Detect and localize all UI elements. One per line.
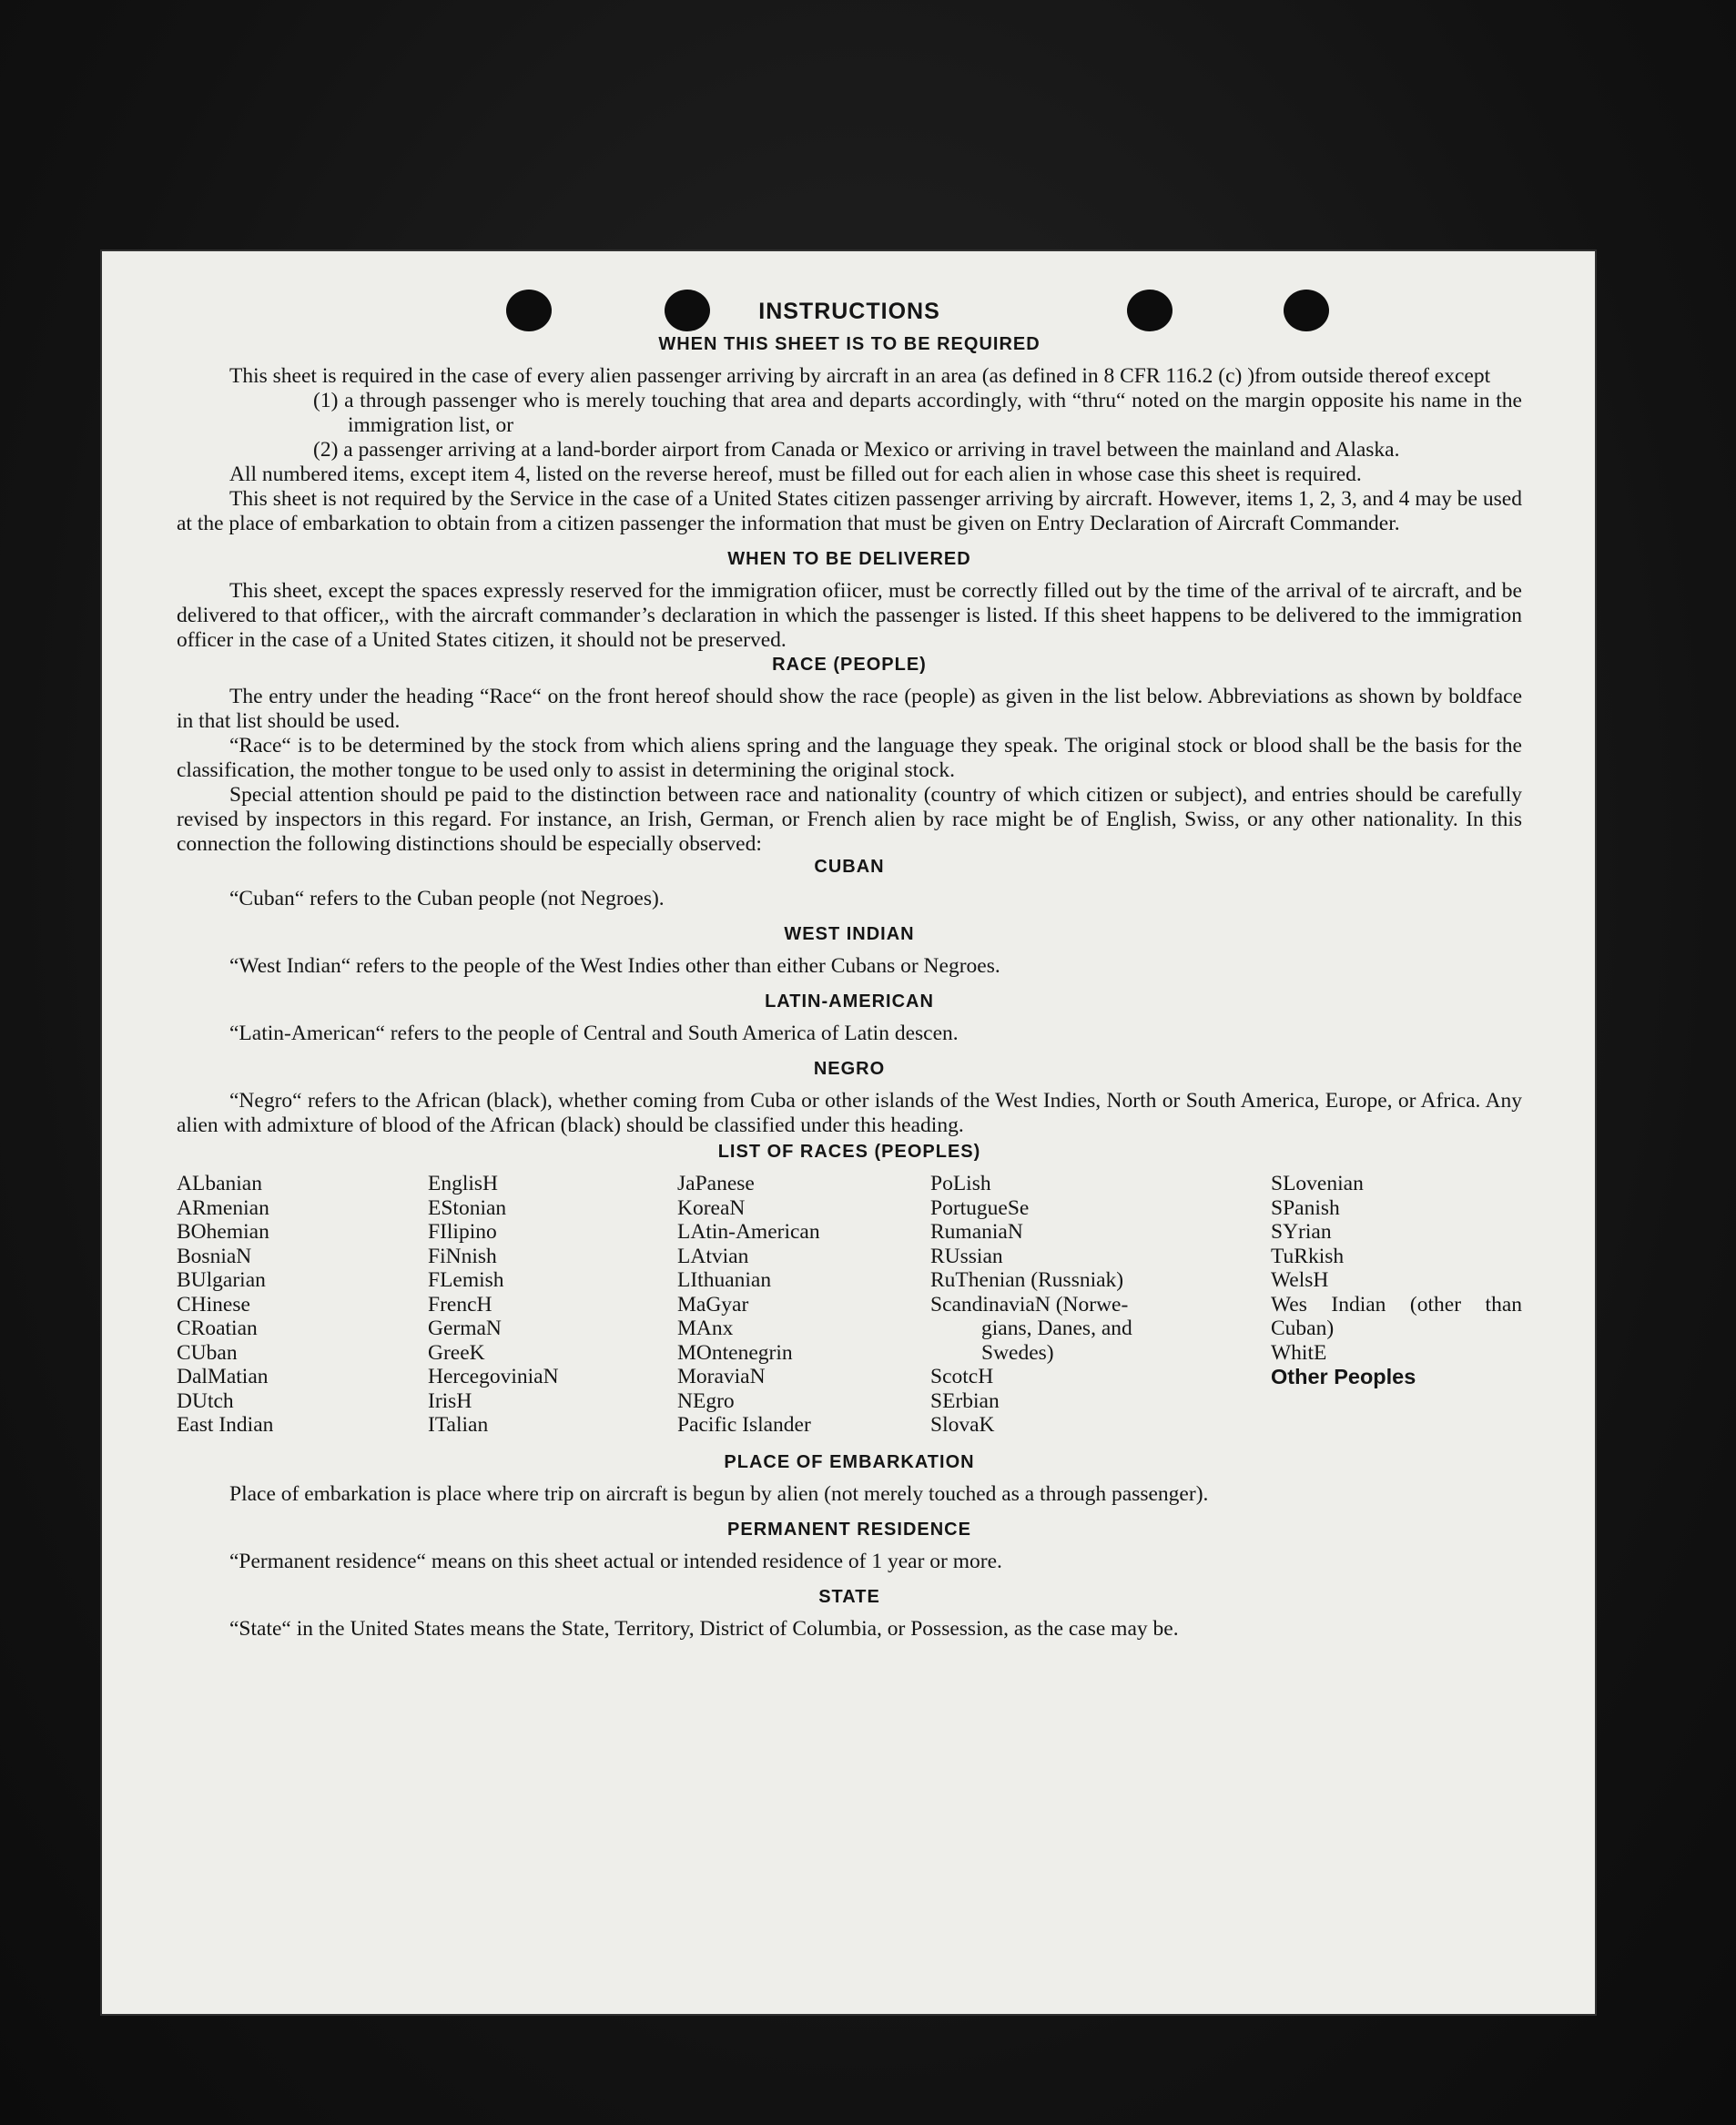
race-entry: FLemish — [428, 1268, 504, 1292]
race-entry: SErbian — [930, 1388, 1000, 1413]
race-entry: ALbanian — [177, 1172, 262, 1195]
paragraph: This sheet is not required by the Service in the case of a United States citizen passenger arriving by aircraft. However, items 1, 2, 3, and 4 may be used at the place of embarkation to obtain from a citizen passenger the information that must be given on Entry Declaration of Aircraft Commander. — [177, 487, 1522, 535]
race-entry: East Indian — [177, 1413, 274, 1437]
paragraph: “Race“ is to be determined by the stock from which aliens spring and the language they speak. The original stock or blood shall be the basis for the classification, the mother tongue to be used only to assist in determining the original stock. — [177, 734, 1522, 782]
race-entry: ScotcH — [930, 1365, 994, 1388]
race-entry: gians, Danes, and — [981, 1317, 1132, 1340]
race-entry: Swedes) — [981, 1340, 1054, 1365]
race-entry: CRoatian — [177, 1317, 258, 1340]
race-entry: JaPanese — [677, 1172, 755, 1195]
race-entry: EStonian — [428, 1195, 507, 1220]
race-entry: BUlgarian — [177, 1268, 266, 1292]
race-entry: FrencH — [428, 1292, 492, 1317]
race-column — [930, 1172, 1271, 1438]
section-heading-delivered: WHEN TO BE DELIVERED — [727, 549, 971, 569]
section-heading-latin-american: LATIN-AMERICAN — [765, 991, 934, 1012]
race-entry: MOntenegrin — [677, 1340, 793, 1365]
race-column — [428, 1172, 677, 1438]
race-entry: ScandinaviaN (Norwe- — [930, 1292, 1129, 1317]
section-heading-embarkation: PLACE OF EMBARKATION — [724, 1451, 975, 1472]
race-entry: SLovenian — [1271, 1172, 1364, 1195]
section-heading-negro: NEGRO — [813, 1059, 886, 1079]
race-entry: EnglisH — [428, 1172, 499, 1195]
race-entry: Pacific Islander — [677, 1413, 811, 1437]
race-entry: MaGyar — [677, 1292, 749, 1317]
race-entry: LIthuanian — [677, 1268, 772, 1292]
race-entry: LAtvian — [677, 1244, 749, 1268]
race-entry: WelsH — [1271, 1268, 1329, 1292]
race-column — [677, 1172, 930, 1438]
race-entry: FiNnish — [428, 1244, 497, 1268]
race-entry: IrisH — [428, 1388, 472, 1413]
section-heading-required: WHEN THIS SHEET IS TO BE REQUIRED — [658, 334, 1041, 354]
paragraph: Special attention should pe paid to the distinction between race and nationality (country of which citizen or subject), and entries should be carefully revised by inspectors in this regard. For instance, an Irish, German, or French alien by race might be of English, Swiss, or any other nationality. In this connection the following distinctions should be especially observed: — [177, 783, 1522, 856]
section-heading-cuban: CUBAN — [814, 857, 885, 877]
race-entry: PoLish — [930, 1172, 991, 1195]
race-entry: ITalian — [428, 1413, 489, 1437]
race-entry: GreeK — [428, 1340, 485, 1365]
race-list — [177, 1172, 1522, 1438]
race-entry: RuThenian (Russniak) — [930, 1268, 1124, 1292]
section-heading-list: LIST OF RACES (PEOPLES) — [717, 1142, 981, 1162]
race-entry: Other Peoples — [1271, 1365, 1416, 1388]
paragraph: “Latin-American“ refers to the people of Central and South America of Latin descen. — [229, 1022, 959, 1045]
race-entry: KoreaN — [677, 1195, 746, 1220]
race-entry: WhitE — [1271, 1340, 1327, 1365]
race-entry: DalMatian — [177, 1365, 269, 1388]
race-column — [177, 1172, 428, 1438]
race-entry: FIlipino — [428, 1220, 497, 1244]
paragraph: All numbered items, except item 4, listed on the reverse hereof, must be filled out for each alien in whose case this sheet is required. — [229, 463, 1362, 486]
race-entry: LAtin-American — [677, 1220, 820, 1244]
paragraph: “State“ in the United States means the State, Territory, District of Columbia, or Possession, as the case may be. — [229, 1616, 1179, 1641]
race-entry: CHinese — [177, 1292, 250, 1317]
section-heading-west-indian: WEST INDIAN — [784, 924, 915, 944]
sheet-content — [177, 299, 1522, 1642]
paragraph: Place of embarkation is place where trip on aircraft is begun by alien (not merely touched as a through passenger). — [229, 1481, 1209, 1506]
race-entry: CUban — [177, 1340, 238, 1365]
page-title: INSTRUCTIONS — [758, 299, 940, 324]
race-entry: DUtch — [177, 1388, 234, 1413]
race-entry: PortugueSe — [930, 1195, 1030, 1220]
race-entry: SlovaK — [930, 1413, 995, 1437]
race-entry: ARmenian — [177, 1195, 269, 1220]
race-entry: RUssian — [930, 1244, 1003, 1268]
section-heading-state: STATE — [818, 1586, 880, 1607]
race-entry: BOhemian — [177, 1220, 269, 1244]
race-entry: Wes Indian (other than Cuban) — [1271, 1292, 1522, 1340]
section-heading-race: RACE (PEOPLE) — [772, 655, 927, 675]
race-entry: HercegoviniaN — [428, 1365, 559, 1388]
paragraph: “Permanent residence“ means on this sheet actual or intended residence of 1 year or more. — [229, 1549, 1002, 1573]
race-entry: SPanish — [1271, 1195, 1340, 1220]
race-entry: SYrian — [1271, 1220, 1332, 1244]
paragraph: This sheet, except the spaces expressly reserved for the immigration ofiicer, must be correctly filled out by the time of the arrival of te aircraft, and be delivered to that officer,, with the aircraft commander’s declaration in which the passenger is listed. If this sheet happens to be delivered to the immigration officer in the case of a United States citizen, it should not be preserved. — [177, 579, 1522, 652]
race-entry: NEgro — [677, 1388, 735, 1413]
race-entry: TuRkish — [1271, 1244, 1345, 1268]
paragraph: “Negro“ refers to the African (black), whether coming from Cuba or other islands of the West Indies, North or South America, Europe, or Africa. Any alien with admixture of blood of the African (black) should be classified under this heading. — [177, 1089, 1522, 1137]
paragraph: “Cuban“ refers to the Cuban people (not Negroes). — [229, 887, 665, 910]
instruction-sheet — [102, 251, 1595, 2014]
race-column — [1271, 1172, 1522, 1438]
paragraph: This sheet is required in the case of every alien passenger arriving by aircraft in an area (as defined in 8 CFR 116.2 (c) )from outside thereof except — [229, 364, 1491, 388]
race-entry: MoraviaN — [677, 1365, 766, 1388]
list-item: (2) a passenger arriving at a land-border airport from Canada or Mexico or arriving in travel between the mainland and Alaska. — [313, 438, 1400, 462]
race-entry: GermaN — [428, 1317, 502, 1340]
race-entry: BosniaN — [177, 1244, 252, 1268]
race-entry: RumaniaN — [930, 1220, 1023, 1244]
paragraph: The entry under the heading “Race“ on the front hereof should show the race (people) as given in the list below. Abbreviations as shown by boldface in that list should be used. — [177, 685, 1522, 733]
paragraph: “West Indian“ refers to the people of the West Indies other than either Cubans or Negroes. — [229, 954, 1000, 978]
race-entry: MAnx — [677, 1317, 734, 1340]
section-heading-residence: PERMANENT RESIDENCE — [727, 1519, 971, 1540]
list-item: (1) a through passenger who is merely touching that area and departs accordingly, with “thru“ noted on the margin opposite his name in the immigration list, or — [313, 389, 1522, 437]
